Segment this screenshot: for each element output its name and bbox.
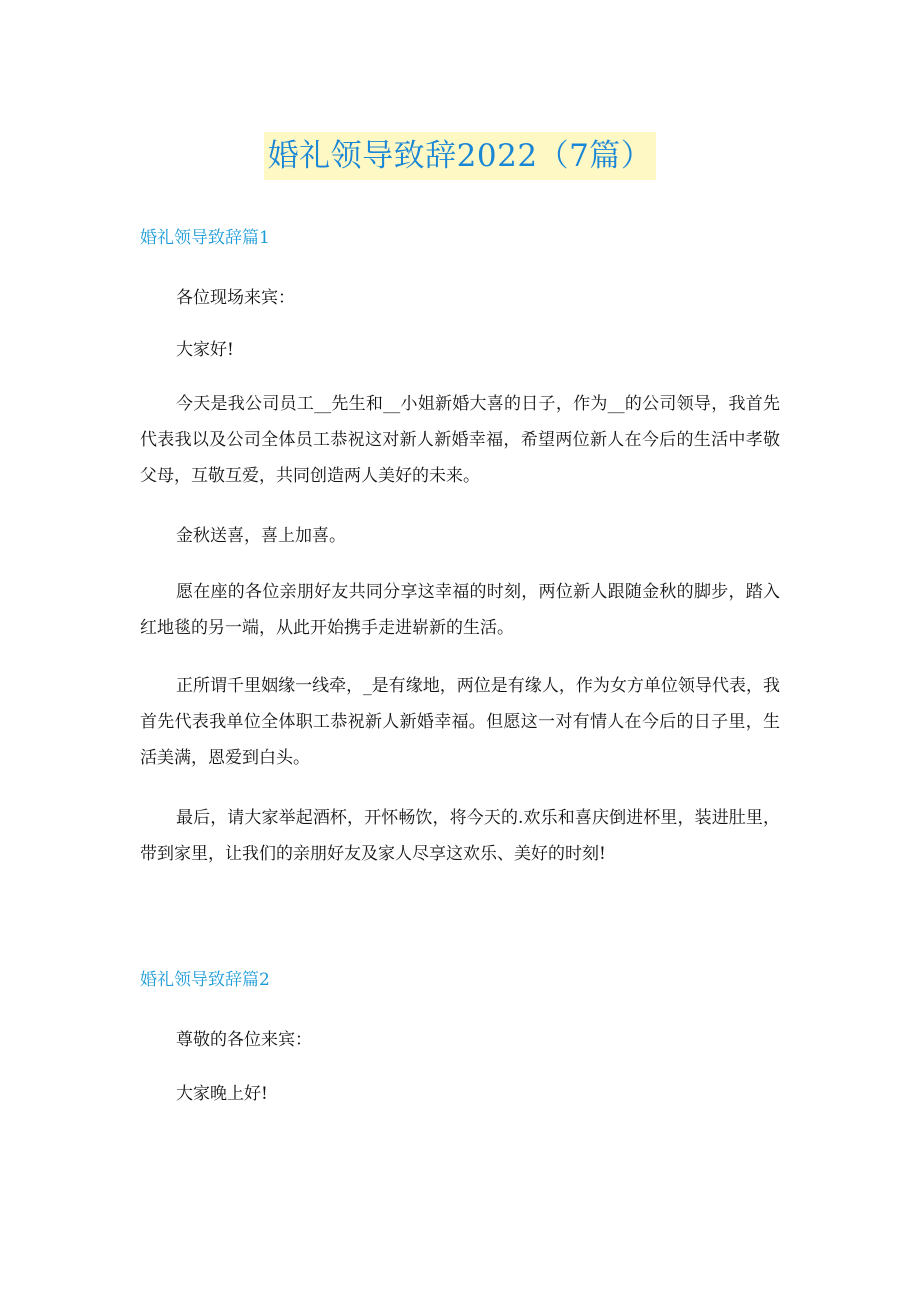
document-title: 婚礼领导致辞2022（7篇） (264, 132, 657, 180)
paragraph-body: 今天是我公司员工__先生和__小姐新婚大喜的日子，作为__的公司领导，我首先代表我以及公司全体员工恭祝这对新人新婚幸福，希望两位新人在今后的生活中孝敬父母，互敬互爱，共同创造两人美好的未来。 (140, 394, 780, 486)
section-heading-1: 婚礼领导致辞篇1 (140, 228, 270, 248)
paragraph-hello: 大家晚上好! (176, 1084, 268, 1104)
paragraph-body: 正所谓千里姻缘一线牵，_是有缘地，两位是有缘人，作为女方单位领导代表，我首先代表我单位全体职工恭祝新人新婚幸福。但愿这一对有情人在今后的日子里，生活美满，恩爱到白头。 (140, 676, 780, 768)
paragraph-greeting: 尊敬的各位来宾： (176, 1030, 312, 1050)
title-container (0, 132, 920, 180)
paragraph-body: 金秋送喜，喜上加喜。 (176, 526, 346, 546)
section-heading-2: 婚礼领导致辞篇2 (140, 970, 270, 990)
paragraph-hello: 大家好! (176, 340, 234, 360)
paragraph-closing: 最后，请大家举起酒杯，开怀畅饮，将今天的.欢乐和喜庆倒进杯里，装进肚里，带到家里，让我们的亲朋好友及家人尽享这欢乐、美好的时刻! (140, 808, 780, 864)
paragraph-greeting: 各位现场来宾： (176, 288, 295, 308)
paragraph-body: 愿在座的各位亲朋好友共同分享这幸福的时刻，两位新人跟随金秋的脚步，踏入红地毯的另一端，从此开始携手走进崭新的生活。 (140, 582, 780, 638)
